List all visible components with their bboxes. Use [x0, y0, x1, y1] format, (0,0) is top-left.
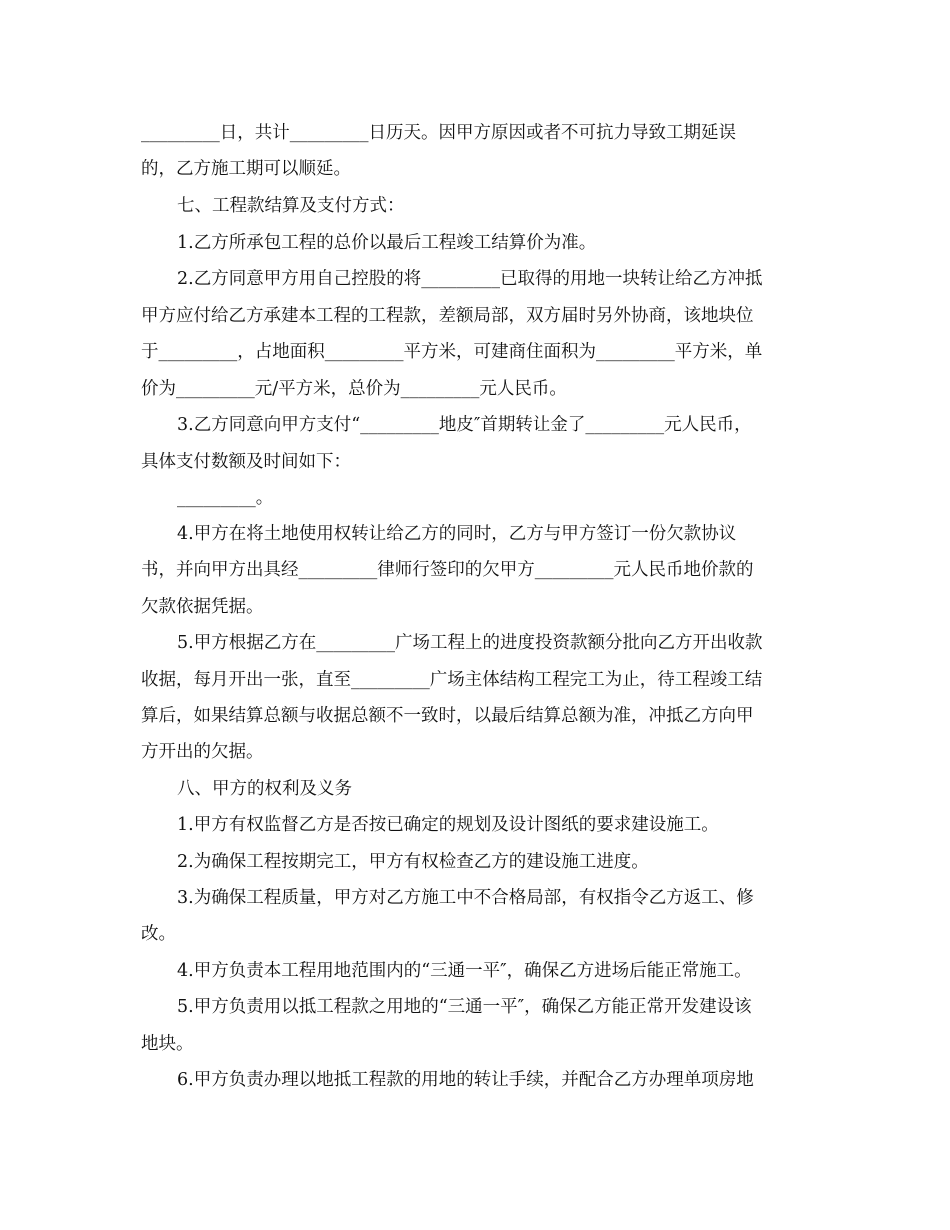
text-line: 4.甲方负责本工程用地范围内的“三通一平″，确保乙方进场后能正常施工。	[177, 961, 752, 981]
text-line: 于_________，占地面积_________平方米，可建商住面积为_________平方米，单	[141, 342, 763, 362]
text-line: 1.甲方有权监督乙方是否按已确定的规划及设计图纸的要求建设施工。	[177, 815, 719, 835]
text-line: 地块。	[141, 1034, 194, 1054]
text-line: 1.乙方所承包工程的总价以最后工程竣工结算价为准。	[177, 233, 597, 253]
text-line: _________。	[177, 488, 274, 508]
text-line: 收据，每月开出一张，直至_________广场主体结构工程完工为止，待工程竣工结	[141, 670, 763, 690]
text-line: 3.为确保工程质量，甲方对乙方施工中不合格局部，有权指令乙方返工、修	[177, 888, 754, 908]
text-line: 改。	[141, 924, 176, 944]
text-line: 甲方应付给乙方承建本工程的工程款，差额局部，双方届时另外协商，该地块位	[141, 306, 754, 326]
text-line: 4.甲方在将土地使用权转让给乙方的同时，乙方与甲方签订一份欠款协议	[177, 524, 737, 544]
section-heading: 八、甲方的权利及义务	[177, 779, 352, 799]
text-line: _________日，共计_________日历天。因甲方原因或者不可抗力导致工期延误	[141, 123, 736, 143]
text-line: 5.甲方根据乙方在_________广场工程上的进度投资款额分批向乙方开出收款	[177, 633, 763, 653]
text-line: 5.甲方负责用以抵工程款之用地的“三通一平″，确保乙方能正常开发建设该	[177, 997, 752, 1017]
text-line: 3.乙方同意向甲方支付“_________地皮″首期转让金了_________元人民币，	[177, 415, 752, 435]
text-line: 6.甲方负责办理以地抵工程款的用地的转让手续，并配合乙方办理单项房地	[177, 1070, 754, 1090]
text-line: 具体支付数额及时间如下：	[141, 452, 351, 472]
section-heading: 七、工程款结算及支付方式：	[177, 196, 405, 216]
text-line: 书，并向甲方出具经_________律师行签印的欠甲方_________元人民币地价款的	[141, 560, 754, 580]
text-line: 算后，如果结算总额与收据总额不一致时，以最后结算总额为准，冲抵乙方向甲	[141, 706, 754, 726]
text-line: 的，乙方施工期可以顺延。	[141, 159, 351, 179]
text-line: 方开出的欠据。	[141, 742, 264, 762]
text-line: 2.乙方同意甲方用自己控股的将_________已取得的用地一块转让给乙方冲抵	[177, 269, 763, 289]
text-line: 欠款依据凭据。	[141, 597, 264, 617]
text-line: 价为_________元/平方米，总价为_________元人民币。	[141, 379, 567, 399]
text-line: 2.为确保工程按期完工，甲方有权检查乙方的建设施工进度。	[177, 852, 649, 872]
